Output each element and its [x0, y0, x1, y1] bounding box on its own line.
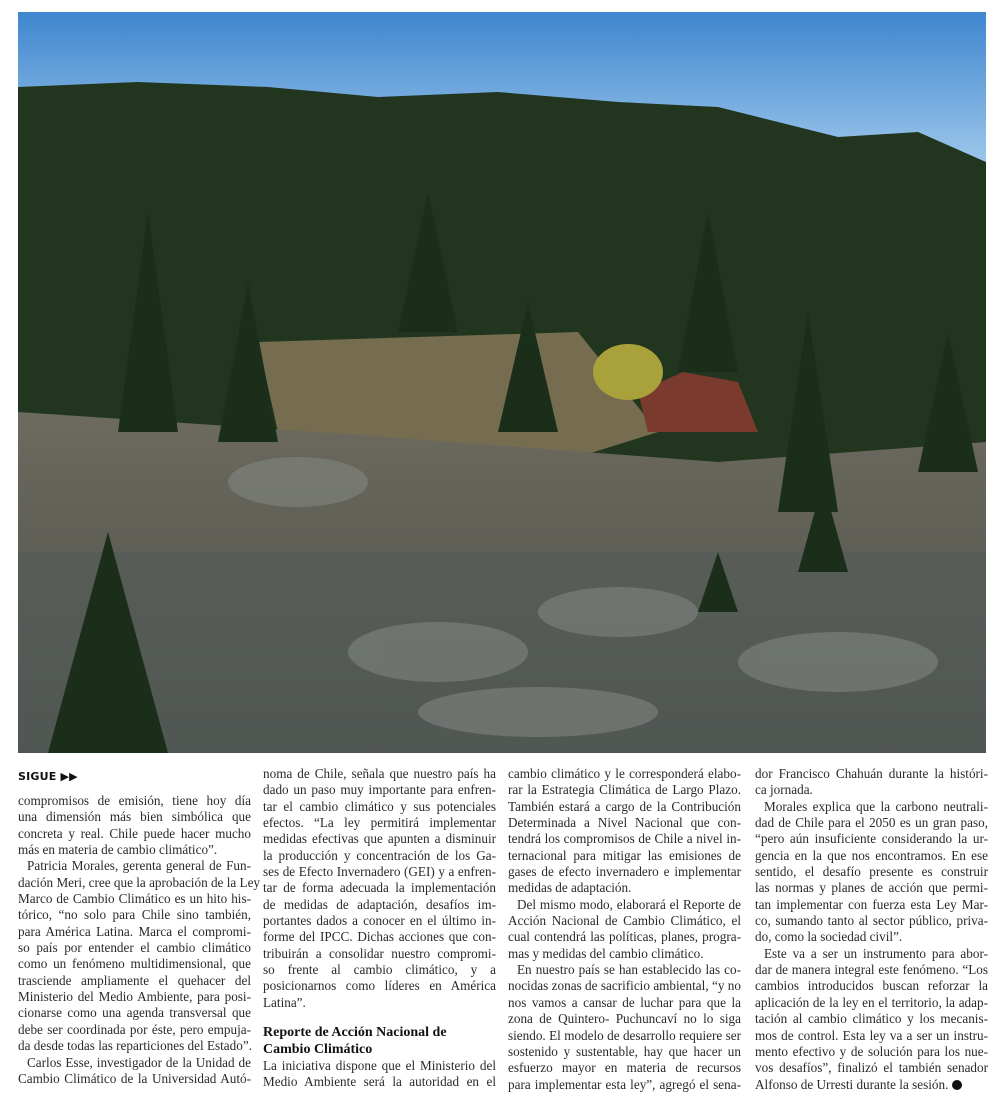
text-line	[755, 913, 988, 929]
line-text: so frente al cambio climático, y a	[263, 962, 496, 978]
text-line	[755, 978, 988, 994]
text-line	[508, 848, 741, 864]
paragraph	[18, 858, 261, 1054]
text-line	[755, 815, 988, 831]
line-text: rar la Estrategia Climática de Largo Plazo.	[508, 782, 741, 798]
line-text: dado un paso muy importante para enfren-	[263, 782, 496, 798]
text-line	[18, 1005, 251, 1021]
text-line	[508, 831, 741, 847]
line-text: mento efectivo y de solución para los nue-	[755, 1043, 988, 1059]
line-text: También estará a cargo de la Contribución	[508, 798, 741, 814]
text-line	[18, 842, 251, 858]
line-text: tar de forma adecuada la implementación	[263, 880, 496, 896]
text-line	[755, 1060, 988, 1076]
text-line	[508, 929, 741, 945]
line-text: Medio Ambiente será la autoridad en el	[263, 1074, 496, 1090]
paragraph	[263, 766, 496, 1011]
text-line	[508, 799, 741, 815]
line-text: para implementar esta ley”, agregó el sena-	[508, 1076, 741, 1092]
text-line	[18, 1022, 251, 1038]
line-text: forme del IPCC. Dichas acciones que con-	[263, 929, 496, 945]
text-line	[263, 1058, 496, 1074]
text-line	[263, 1074, 496, 1090]
line-text: da desde todas las reparticiones del Estado”.	[18, 1038, 252, 1054]
text-line	[18, 793, 251, 809]
text-line	[755, 848, 988, 864]
text-line	[508, 1011, 741, 1027]
article-column-4	[755, 766, 988, 1093]
text-line	[263, 766, 496, 782]
line-text: aplicación de la ley en el territorio, la adap-	[755, 994, 988, 1010]
line-text: dor Francisco Chahuán durante la históri-	[755, 766, 988, 781]
line-text: Cambio Climático	[263, 1041, 373, 1057]
text-line	[508, 897, 741, 913]
text-line	[18, 940, 251, 956]
heading-line	[263, 1025, 496, 1041]
text-line	[755, 799, 988, 815]
line-text: trasciende ampliamente el quehacer del	[18, 972, 251, 988]
line-text: so país por entender el cambio climático	[18, 940, 251, 956]
line-text: Alfonso de Urresti durante la sesión.	[755, 1076, 949, 1092]
line-text: sostenido y sustentable, hay que hacer un	[508, 1043, 741, 1059]
text-line	[263, 880, 496, 896]
line-text: Latina”.	[263, 994, 306, 1010]
line-text: como un fenómeno multidimensional, que	[18, 956, 251, 972]
line-text: gencia en la que nos encontramos. En ese	[755, 847, 988, 863]
line-text: La iniciativa dispone que el Ministerio del	[263, 1057, 496, 1073]
text-line	[18, 826, 251, 842]
text-line	[18, 956, 251, 972]
line-text: “pero aún insuficiente considerando la ur-	[755, 831, 988, 847]
line-text: Ministerio del Medio Ambiente, para posi-	[18, 989, 251, 1005]
paragraph	[755, 766, 988, 799]
end-of-article-bullet-icon	[952, 1080, 962, 1090]
paragraph	[263, 1058, 496, 1091]
text-line	[508, 1077, 741, 1093]
text-line	[508, 995, 741, 1011]
line-text: Cambio Climático de la Universidad Autó-	[18, 1070, 251, 1086]
text-line	[755, 995, 988, 1011]
paragraph	[18, 793, 251, 858]
text-line	[755, 880, 988, 896]
text-line	[755, 1077, 988, 1093]
text-line	[508, 978, 741, 994]
line-text: medidas efectivas que apunten a disminuir	[263, 831, 496, 847]
text-line	[755, 782, 988, 798]
text-line	[18, 907, 251, 923]
line-text: nocidas zonas de sacrificio ambiental, “y no	[508, 978, 741, 994]
line-text: co, sumando tanto al sector público, priva-	[755, 913, 988, 929]
line-text: más en materia de cambio climático”.	[18, 842, 218, 858]
line-text: ca jornada.	[755, 782, 813, 798]
line-text: esfuerzo mayor en materia de recursos	[508, 1060, 741, 1076]
section-heading	[263, 1025, 496, 1058]
text-line	[508, 1044, 741, 1060]
paragraph	[508, 897, 741, 962]
text-line	[508, 913, 741, 929]
line-text: medidas de adaptación.	[508, 880, 632, 896]
text-line	[755, 766, 988, 782]
text-line	[18, 924, 251, 940]
line-text: cual contendrá las políticas, planes, progra-	[508, 929, 741, 945]
line-text: dad de Chile para el 2050 es un gran paso,	[755, 815, 988, 831]
line-text: siendo. El modelo de desarrollo requiere ser	[508, 1027, 741, 1043]
line-text: Determinada a Nivel Nacional que con-	[508, 815, 741, 831]
text-line	[263, 913, 496, 929]
text-line	[508, 766, 741, 782]
text-line	[263, 995, 496, 1011]
line-text: Del mismo modo, elaborará el Reporte de	[517, 896, 741, 912]
text-line	[18, 874, 261, 891]
text-line	[263, 848, 496, 864]
line-text: Reporte de Acción Nacional de	[263, 1025, 447, 1041]
line-text: noma de Chile, señala que nuestro país ha	[263, 766, 496, 781]
line-text: de medidas de adaptación, desafíos im-	[263, 896, 496, 912]
line-text: portantes dados a conocer en el último in-	[263, 913, 496, 929]
text-line	[18, 858, 251, 874]
article-column-2	[263, 766, 496, 1091]
line-text: ternacional para mitigar las emisiones de	[508, 847, 741, 863]
text-line	[755, 1044, 988, 1060]
text-line	[18, 809, 251, 825]
line-text: gases de efecto invernadero e implementar	[508, 864, 741, 880]
line-text: cambio climático y le corresponderá elabo-	[508, 766, 741, 781]
line-text: dar de manera integral este fenómeno. “Los	[755, 962, 988, 978]
paragraph	[508, 962, 741, 1093]
text-line	[508, 1028, 741, 1044]
paragraph	[508, 766, 741, 897]
text-line	[508, 880, 741, 896]
text-line	[18, 973, 251, 989]
article-photo	[18, 12, 986, 753]
section-gap	[263, 1011, 496, 1025]
text-line	[263, 978, 496, 994]
text-line	[755, 946, 988, 962]
line-text: efectos. “La ley permitirá implementar	[263, 815, 496, 831]
text-line	[18, 1038, 251, 1054]
paragraph	[755, 946, 988, 1093]
text-line	[508, 962, 741, 978]
text-line	[755, 929, 988, 945]
text-line	[263, 815, 496, 831]
line-text: nos vamos a cansar de luchar para que la	[508, 994, 741, 1010]
heading-line	[263, 1042, 496, 1058]
line-text: tan implementar con fuerza esta Ley Mar-	[755, 896, 988, 912]
text-line	[508, 815, 741, 831]
text-line	[263, 946, 496, 962]
text-line	[18, 1071, 251, 1087]
line-text: concreta y real. Chile puede hacer mucho	[18, 825, 251, 841]
line-text: debe ser coordinada por éste, pero empuja-	[18, 1021, 251, 1037]
line-text: tribuirán a consolidar nuestro compromi-	[263, 945, 496, 961]
line-text: En nuestro país se han establecido las co-	[517, 962, 741, 978]
line-text: dación Meri, cree que la aprobación de la Ley	[18, 874, 261, 890]
text-line	[18, 1055, 251, 1071]
article-column-3	[508, 766, 741, 1093]
text-line	[263, 782, 496, 798]
text-line	[755, 962, 988, 978]
line-text: zona de Quintero- Puchuncaví no lo siga	[508, 1011, 741, 1027]
text-line	[263, 962, 496, 978]
text-line	[263, 831, 496, 847]
line-text: tórico, “no solo para Chile sino también,	[18, 907, 251, 923]
text-line	[755, 1028, 988, 1044]
text-line	[263, 929, 496, 945]
line-text: la producción y concentración de los Ga-	[263, 847, 496, 863]
text-line	[755, 1011, 988, 1027]
text-line	[508, 782, 741, 798]
line-text: mas y medidas del cambio climático.	[508, 945, 704, 961]
text-line	[508, 1060, 741, 1076]
text-line	[755, 897, 988, 913]
line-text: compromisos de emisión, tiene hoy día	[18, 793, 251, 808]
line-text: sentido, el desafío presente es construir	[755, 864, 988, 880]
line-text: vos desafíos”, finalizó el también senador	[755, 1060, 988, 1076]
line-text: para América Latina. Marca el compromi-	[18, 923, 251, 939]
line-text: posicionarnos como líderes en América	[263, 978, 496, 994]
text-line	[18, 891, 251, 907]
text-line	[508, 864, 741, 880]
text-line	[263, 864, 496, 880]
line-text: Morales explica que la carbono neutrali-	[764, 798, 988, 814]
line-text: cionarse como una agenda transversal que	[18, 1005, 251, 1021]
line-text: Este va a ser un instrumento para abor-	[764, 945, 988, 961]
line-text: cambios introducidos buscan reforzar la	[755, 978, 988, 994]
line-text: las normas y planes de acción que permi-	[755, 880, 988, 896]
line-text: Acción Nacional de Cambio Climático, el	[508, 913, 741, 929]
line-text: tar el cambio climático y sus potenciales	[263, 798, 496, 814]
line-text: tendrá los compromisos de Chile a nivel in-	[508, 831, 741, 847]
continue-label: SIGUE ▶▶	[18, 770, 78, 783]
text-line	[755, 864, 988, 880]
line-text: ses de Efecto Invernadero (GEI) y a enfren-	[263, 864, 496, 880]
line-text: Patricia Morales, gerenta general de Fun-	[27, 858, 251, 874]
line-text: mos de control. Esta ley va a ser un instru-	[755, 1027, 988, 1043]
text-line	[508, 946, 741, 962]
line-text: tación al cambio climático y los mecanis-	[755, 1011, 988, 1027]
forest-photo-illustration	[18, 12, 986, 753]
line-text: Marco de Cambio Climático es un hito his-	[18, 891, 251, 907]
line-text: una dimensión más bien simbólica que	[18, 809, 251, 825]
text-line	[263, 799, 496, 815]
text-line	[755, 831, 988, 847]
text-line	[263, 897, 496, 913]
text-line	[18, 989, 251, 1005]
paragraph	[755, 799, 988, 946]
line-text: Carlos Esse, investigador de la Unidad de	[27, 1054, 251, 1070]
article-column-1	[18, 793, 261, 1087]
paragraph	[18, 1055, 251, 1088]
line-text: do, como la sociedad civil”.	[755, 929, 903, 945]
